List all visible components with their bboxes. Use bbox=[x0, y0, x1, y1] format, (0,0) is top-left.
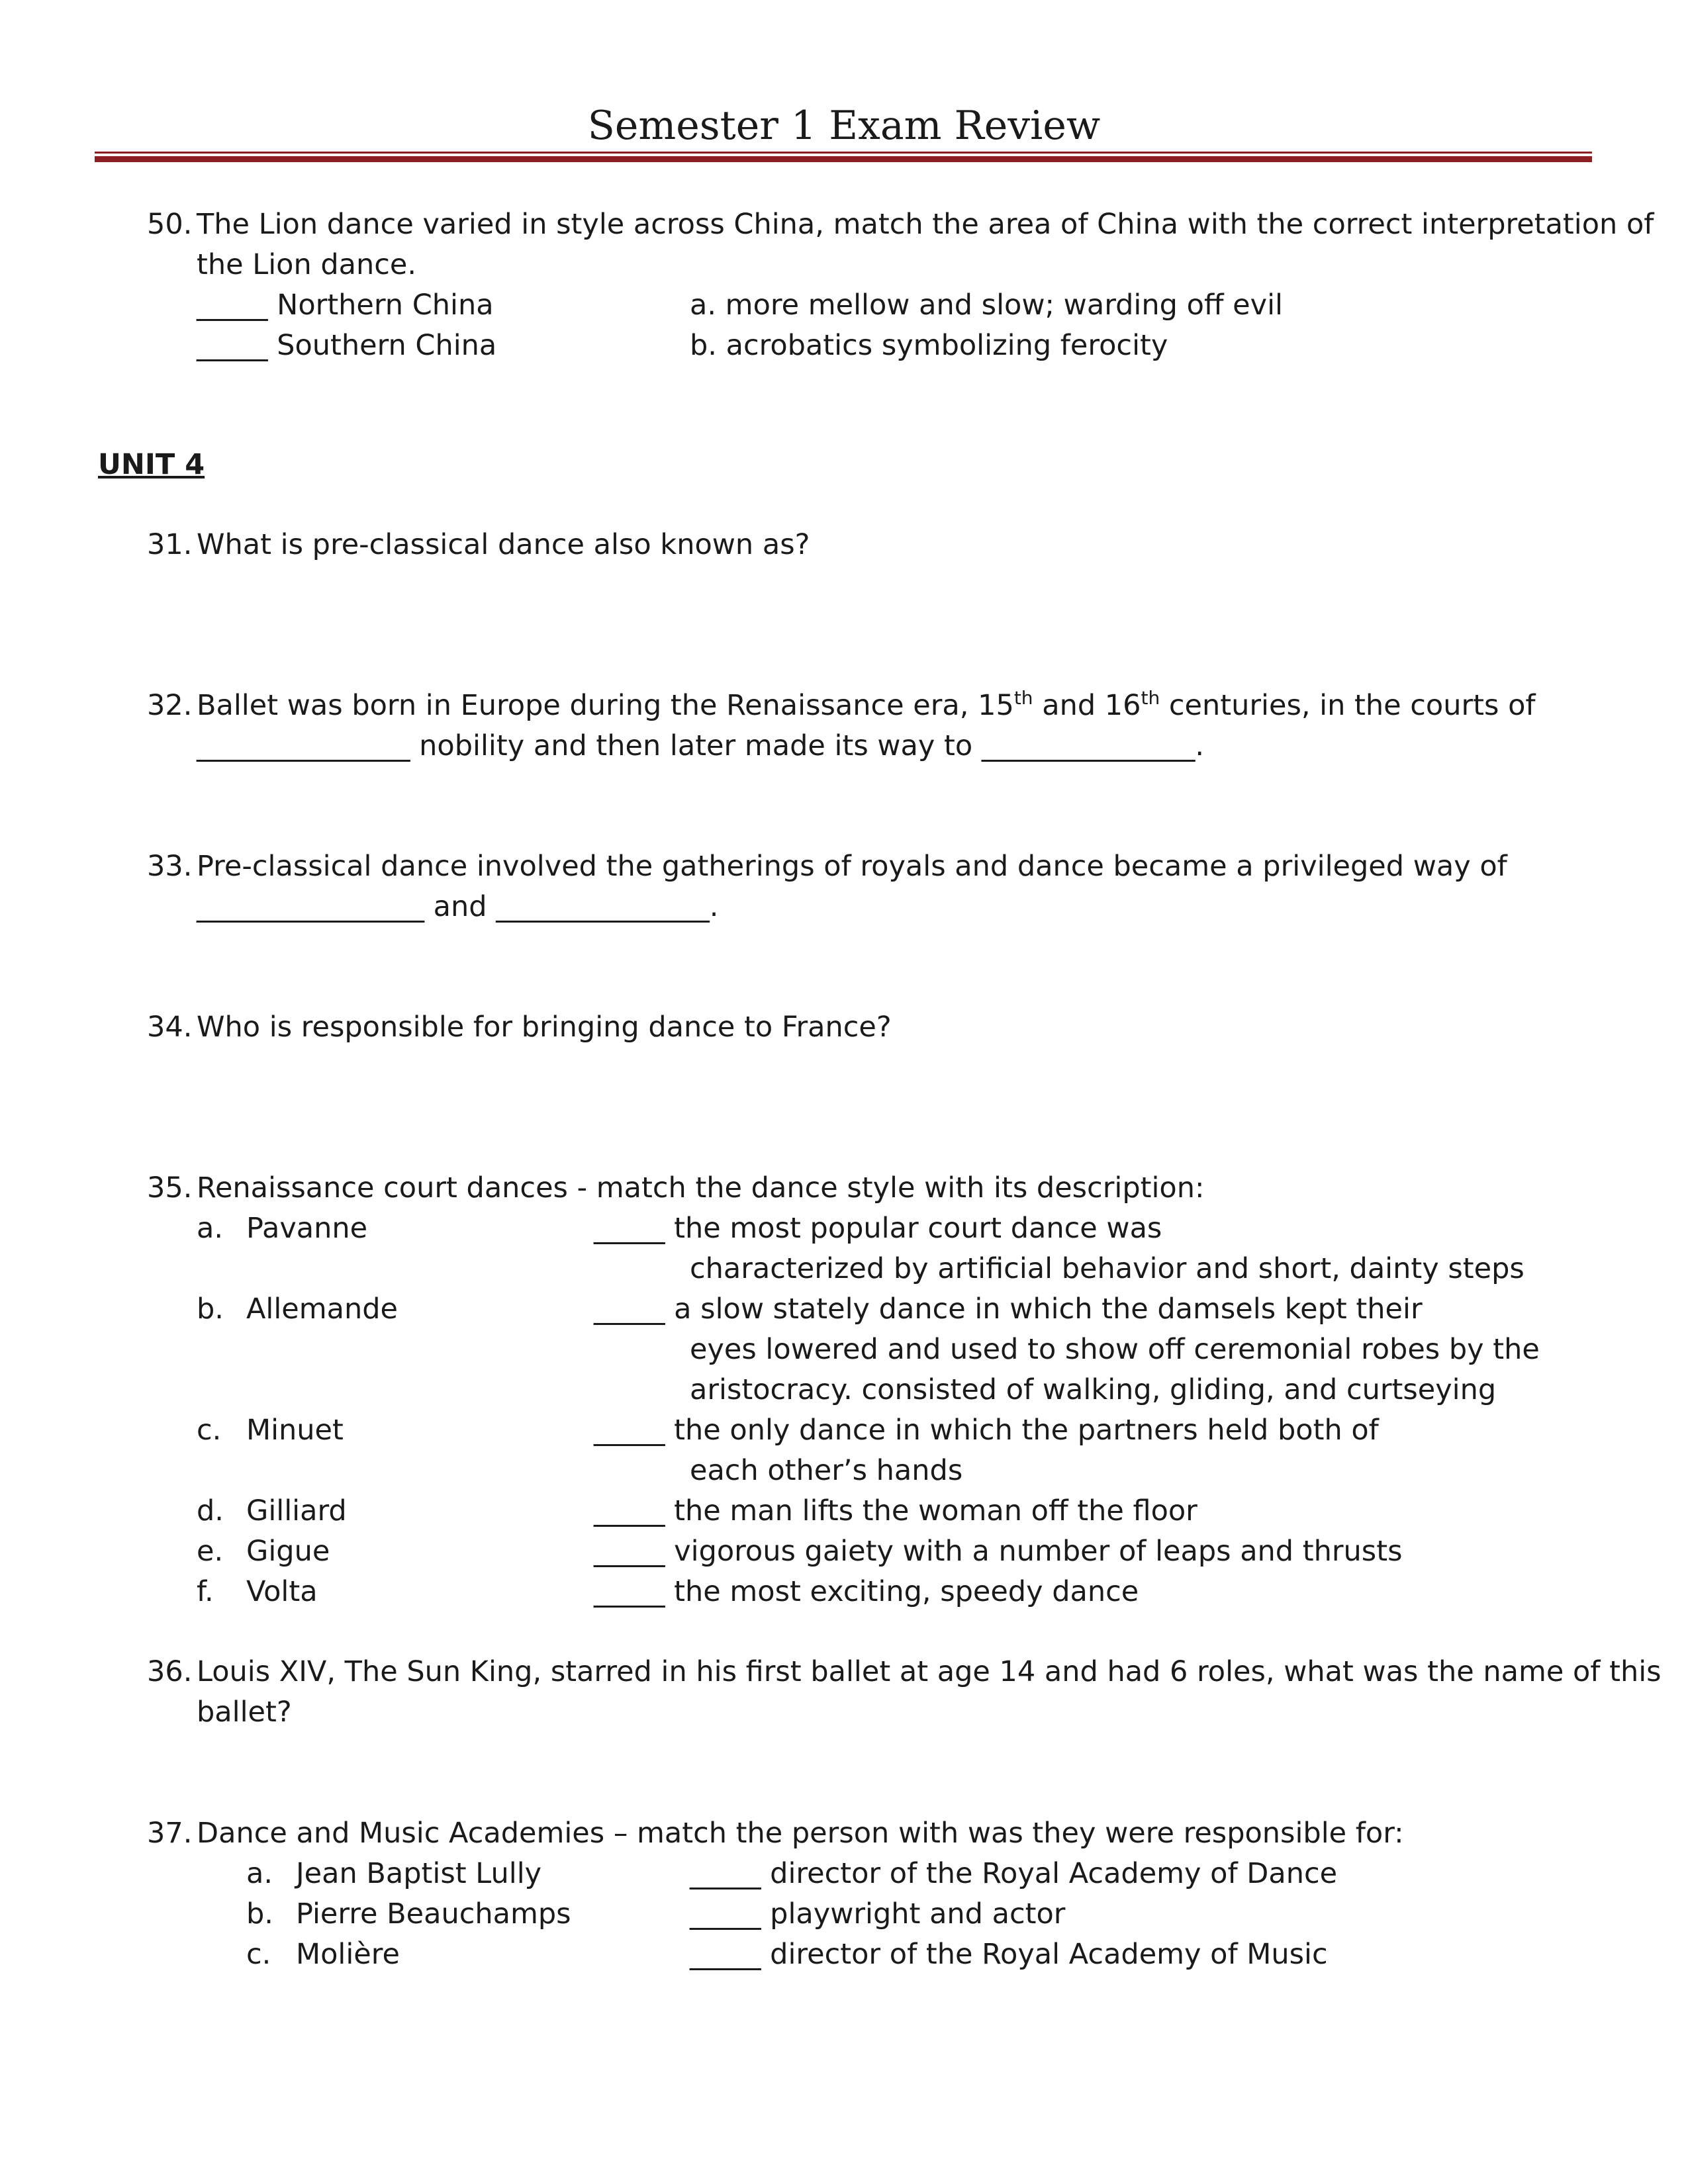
match-item-left: _____ Northern China bbox=[197, 289, 494, 322]
list-item-name: Pierre Beauchamps bbox=[296, 1897, 571, 1931]
question-number: 33. bbox=[147, 850, 193, 883]
match-description: aristocracy. consisted of walking, gliding, and curtseying bbox=[690, 1373, 1497, 1406]
header-rule-thin bbox=[95, 152, 1592, 154]
match-item-right: b. acrobatics symbolizing ferocity bbox=[690, 329, 1168, 362]
list-item-letter: e. bbox=[197, 1535, 224, 1568]
unit-heading: UNIT 4 bbox=[98, 448, 205, 481]
match-item-right: a. more mellow and slow; warding off evil bbox=[690, 289, 1283, 322]
page-title: Semester 1 Exam Review bbox=[587, 103, 1101, 149]
question-text: Renaissance court dances - match the dance style with its description: bbox=[197, 1171, 1205, 1205]
question-text: Dance and Music Academies – match the person with was they were responsible for: bbox=[197, 1817, 1404, 1850]
question-number: 32. bbox=[147, 689, 193, 722]
list-item-letter: a. bbox=[197, 1212, 224, 1245]
question-text: The Lion dance varied in style across China, match the area of China with the correct interpretation of bbox=[197, 208, 1654, 241]
match-description: _____ the only dance in which the partners held both of bbox=[594, 1414, 1379, 1447]
match-description: _____ playwright and actor bbox=[690, 1897, 1066, 1931]
list-item-name: Minuet bbox=[246, 1414, 344, 1447]
match-description: _____ director of the Royal Academy of Dance bbox=[690, 1857, 1338, 1890]
header-rule-thick bbox=[95, 156, 1592, 162]
match-description: _____ director of the Royal Academy of Music bbox=[690, 1938, 1328, 1971]
question-number: 50. bbox=[147, 208, 193, 241]
match-description: each other’s hands bbox=[690, 1454, 963, 1487]
list-item-letter: b. bbox=[197, 1293, 224, 1326]
fill-in-blank-line: ________________ and _______________. bbox=[197, 890, 719, 923]
question-text: Who is responsible for bringing dance to France? bbox=[197, 1011, 892, 1044]
match-description: _____ the man lifts the woman off the floor bbox=[594, 1494, 1197, 1527]
list-item-letter: c. bbox=[246, 1938, 271, 1971]
list-item-name: Pavanne bbox=[246, 1212, 368, 1245]
question-number: 34. bbox=[147, 1011, 193, 1044]
list-item-name: Gigue bbox=[246, 1535, 330, 1568]
match-item-left: _____ Southern China bbox=[197, 329, 497, 362]
list-item-letter: d. bbox=[197, 1494, 224, 1527]
question-text: What is pre-classical dance also known as? bbox=[197, 528, 810, 561]
question-number: 37. bbox=[147, 1817, 193, 1850]
match-description: _____ a slow stately dance in which the damsels kept their bbox=[594, 1293, 1423, 1326]
list-item-letter: c. bbox=[197, 1414, 222, 1447]
question-text: Ballet was born in Europe during the Renaissance era, 15th and 16th centuries, in the courts of bbox=[197, 687, 1536, 722]
list-item-letter: b. bbox=[246, 1897, 273, 1931]
list-item-name: Molière bbox=[296, 1938, 400, 1971]
match-description: _____ the most exciting, speedy dance bbox=[594, 1575, 1139, 1608]
list-item-name: Allemande bbox=[246, 1293, 399, 1326]
question-text: Pre-classical dance involved the gatherings of royals and dance became a privileged way of bbox=[197, 850, 1507, 883]
question-number: 36. bbox=[147, 1655, 193, 1688]
question-text: ballet? bbox=[197, 1696, 292, 1729]
match-description: characterized by artificial behavior and short, dainty steps bbox=[690, 1252, 1524, 1285]
list-item-name: Jean Baptist Lully bbox=[296, 1857, 542, 1890]
list-item-name: Gilliard bbox=[246, 1494, 347, 1527]
question-text: the Lion dance. bbox=[197, 248, 417, 281]
fill-in-blank-line: _______________ nobility and then later made its way to _______________. bbox=[197, 729, 1205, 762]
match-description: _____ the most popular court dance was bbox=[594, 1212, 1162, 1245]
list-item-letter: a. bbox=[246, 1857, 273, 1890]
match-description: _____ vigorous gaiety with a number of leaps and thrusts bbox=[594, 1535, 1403, 1568]
question-number: 35. bbox=[147, 1171, 193, 1205]
list-item-name: Volta bbox=[246, 1575, 318, 1608]
match-description: eyes lowered and used to show off ceremonial robes by the bbox=[690, 1333, 1540, 1366]
list-item-letter: f. bbox=[197, 1575, 214, 1608]
question-text: Louis XIV, The Sun King, starred in his first ballet at age 14 and had 6 roles, what was the name of this bbox=[197, 1655, 1662, 1688]
question-number: 31. bbox=[147, 528, 193, 561]
